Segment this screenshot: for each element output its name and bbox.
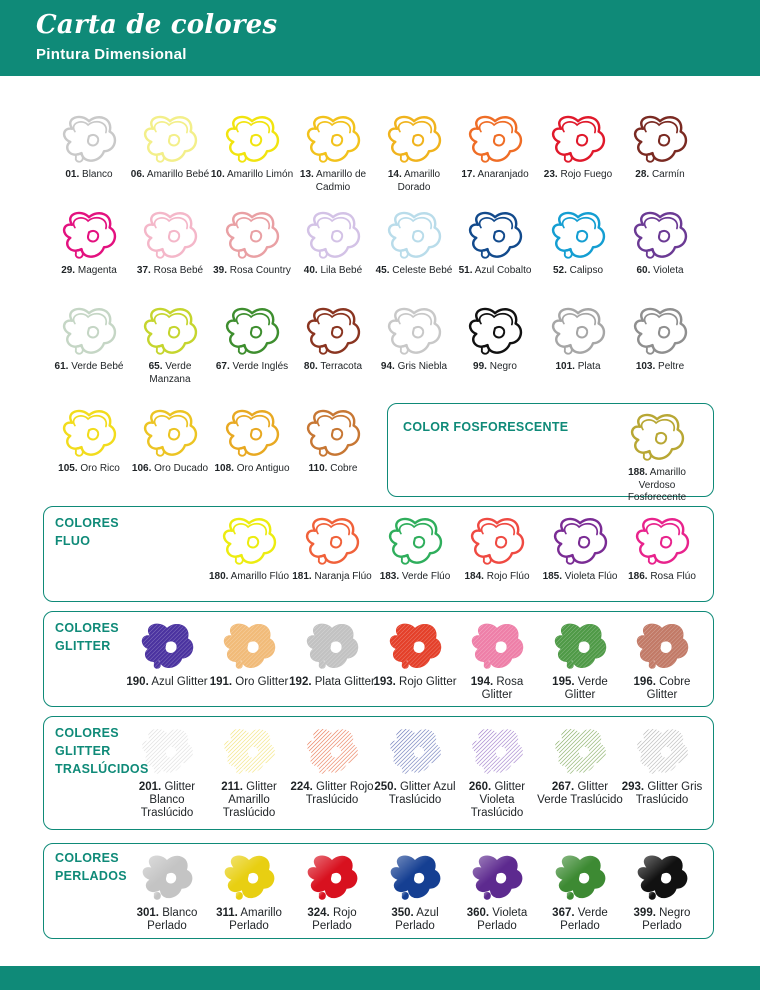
swatch-label	[372, 571, 458, 584]
swatch-name: Azul Glitter	[148, 676, 208, 688]
swatch-label	[124, 907, 210, 933]
swatch-label	[127, 169, 213, 182]
color-swatch	[617, 208, 703, 278]
swatch-shape	[59, 112, 119, 168]
color-swatch	[372, 619, 458, 689]
swatch-label	[290, 361, 376, 374]
swatch-shape	[219, 850, 279, 906]
swatch-number: 105.	[58, 463, 78, 474]
swatch-name: Blanco Perlado	[147, 907, 198, 932]
color-swatch	[209, 406, 295, 476]
color-swatch	[290, 304, 376, 374]
swatch-shape	[465, 208, 525, 264]
swatch-label	[206, 781, 292, 820]
swatch-shape	[140, 112, 200, 168]
color-swatch	[124, 850, 210, 933]
swatch-shape	[550, 619, 610, 675]
swatch-name: Rosa Flúo	[647, 571, 696, 582]
swatch-name: Glitter Violeta Traslúcido	[470, 781, 526, 819]
swatch-name: Glitter Amarillo Traslúcido	[222, 781, 277, 819]
swatch-name: Rojo Fuego	[557, 169, 613, 180]
swatch-shape	[627, 410, 687, 466]
swatch-shape	[137, 724, 197, 780]
swatch-number: 28.	[635, 169, 650, 180]
swatch-name: Rosa Glitter	[481, 676, 524, 701]
swatch-name: Celeste Bebé	[389, 265, 453, 276]
swatch-label	[372, 907, 458, 933]
color-swatch	[127, 208, 213, 278]
swatch-label	[372, 781, 458, 807]
color-swatch	[537, 514, 623, 584]
swatch-label	[617, 265, 703, 278]
swatch-shape	[303, 208, 363, 264]
swatch-shape	[385, 514, 445, 570]
color-swatch	[372, 724, 458, 807]
color-swatch	[614, 410, 700, 505]
swatch-shape	[548, 112, 608, 168]
color-swatch	[535, 208, 621, 278]
color-swatch	[619, 724, 705, 807]
swatch-number: 17.	[461, 169, 476, 180]
swatch-name: Amarillo Perlado	[229, 907, 282, 932]
color-swatch	[452, 208, 538, 278]
color-swatch	[206, 619, 292, 689]
page-title: Carta de colores	[36, 10, 278, 40]
swatch-number: 39.	[213, 265, 227, 276]
swatch-number: 13.	[299, 169, 314, 180]
swatch-number: 01.	[65, 169, 80, 180]
color-swatch	[537, 850, 623, 933]
color-swatch	[535, 304, 621, 374]
swatch-number: 260.	[468, 781, 492, 793]
footer-bar	[0, 966, 760, 990]
swatch-name: Negro Perlado	[642, 907, 691, 932]
swatch-name: Plata Glitter	[311, 676, 375, 688]
swatch-label	[127, 361, 213, 386]
color-swatch	[617, 112, 703, 182]
swatch-number: 196.	[633, 676, 656, 688]
swatch-label	[46, 361, 132, 374]
swatch-shape	[385, 850, 445, 906]
swatch-name: Carmín	[649, 169, 685, 180]
swatch-label	[124, 781, 210, 820]
swatch-shape	[302, 514, 362, 570]
swatch-label	[371, 169, 457, 194]
color-swatch	[290, 112, 376, 194]
swatch-label	[535, 169, 621, 182]
color-swatch	[209, 304, 295, 374]
swatch-shape	[303, 406, 363, 462]
swatch-name: Oro Ducado	[151, 463, 209, 474]
color-swatch	[290, 406, 376, 476]
swatch-shape	[303, 304, 363, 360]
swatch-label	[452, 169, 538, 182]
swatch-shape	[630, 112, 690, 168]
swatch-label	[209, 463, 295, 476]
swatch-name: Lila Bebé	[317, 265, 363, 276]
swatch-name: Verde Inglés	[229, 361, 289, 372]
swatch-shape	[467, 619, 527, 675]
glitter-title: COLORES GLITTER	[55, 621, 119, 653]
swatch-shape	[140, 208, 200, 264]
swatch-label	[209, 169, 295, 182]
swatch-number: 267.	[551, 781, 575, 793]
swatch-label	[452, 361, 538, 374]
color-swatch	[454, 514, 540, 584]
swatch-number: 324.	[307, 907, 330, 919]
color-swatch	[537, 724, 623, 807]
swatch-name: Anaranjado	[475, 169, 529, 180]
color-swatch	[371, 208, 457, 278]
color-swatch	[537, 619, 623, 702]
swatch-number: 29.	[61, 265, 76, 276]
color-swatch	[454, 724, 540, 820]
swatch-label	[454, 907, 540, 933]
swatch-number: 99.	[473, 361, 487, 372]
swatch-shape	[550, 514, 610, 570]
swatch-name: Rojo Flúo	[483, 571, 530, 582]
swatch-number: 201.	[138, 781, 162, 793]
swatch-name: Amarillo Dorado	[397, 169, 441, 193]
swatch-name: Calipso	[566, 265, 604, 276]
swatch-name: Cobre	[327, 463, 358, 474]
swatch-label	[206, 676, 292, 689]
color-swatch	[619, 850, 705, 933]
swatch-shape	[219, 619, 279, 675]
swatch-label	[617, 361, 703, 374]
swatch-label	[289, 907, 375, 933]
swatch-shape	[219, 514, 279, 570]
swatch-label	[46, 169, 132, 182]
swatch-name: Rojo Glitter	[395, 676, 457, 688]
swatch-name: Peltre	[655, 361, 685, 372]
color-swatch	[206, 514, 292, 584]
swatch-number: 301.	[136, 907, 160, 919]
swatch-shape	[632, 724, 692, 780]
color-swatch	[371, 112, 457, 194]
swatch-label	[206, 907, 292, 933]
swatch-label	[371, 265, 457, 278]
swatch-name: Oro Glitter	[232, 676, 289, 688]
color-swatch	[289, 619, 375, 689]
swatch-label	[289, 676, 375, 689]
swatch-name: Blanco	[79, 169, 113, 180]
color-swatch	[372, 514, 458, 584]
color-swatch	[454, 619, 540, 702]
swatch-shape	[219, 724, 279, 780]
swatch-number: 14.	[387, 169, 402, 180]
swatch-name: Verde Bebé	[68, 361, 124, 372]
swatch-shape	[465, 304, 525, 360]
swatch-shape	[385, 619, 445, 675]
perlados-title: COLORES PERLADOS	[55, 851, 127, 883]
swatch-number: 190.	[126, 676, 149, 688]
swatch-label	[46, 463, 132, 476]
color-swatch	[290, 208, 376, 278]
swatch-number: 67.	[215, 361, 230, 372]
swatch-label	[617, 169, 703, 182]
swatch-label	[290, 169, 376, 194]
color-swatch	[206, 850, 292, 933]
page-subtitle: Pintura Dimensional	[36, 46, 187, 63]
swatch-number: 311.	[216, 907, 238, 919]
color-swatch	[127, 406, 213, 476]
swatch-name: Verde Manzana	[149, 361, 192, 385]
swatch-name: Amarillo Limón	[224, 169, 294, 180]
color-swatch	[289, 724, 375, 807]
swatch-number: 106.	[131, 463, 152, 474]
swatch-number: 188.	[628, 467, 648, 478]
swatch-number: 180.	[208, 571, 229, 582]
swatch-number: 184.	[464, 571, 484, 582]
swatch-name: Amarillo de Cadmio	[313, 169, 367, 193]
swatch-label	[371, 361, 457, 374]
swatch-label	[537, 781, 623, 807]
color-swatch	[289, 850, 375, 933]
color-swatch	[206, 724, 292, 820]
swatch-label	[289, 781, 375, 807]
swatch-number: 399.	[633, 907, 656, 919]
swatch-label	[209, 361, 295, 374]
swatch-label	[614, 467, 700, 505]
swatch-label	[619, 676, 705, 702]
swatch-name: Verde Glitter	[564, 676, 608, 701]
swatch-shape	[630, 304, 690, 360]
swatch-shape	[302, 724, 362, 780]
swatch-label	[619, 781, 705, 807]
swatch-label	[535, 361, 621, 374]
swatch-number: 103.	[635, 361, 656, 372]
swatch-name: Verde Perlado	[560, 907, 608, 932]
swatch-name: Amarillo Flúo	[228, 571, 290, 582]
swatch-number: 40.	[303, 265, 318, 276]
swatch-label	[619, 907, 705, 933]
swatch-number: 101.	[555, 361, 575, 372]
swatch-number: 183.	[379, 571, 400, 582]
swatch-shape	[140, 304, 200, 360]
swatch-shape	[302, 850, 362, 906]
color-swatch	[46, 304, 132, 374]
color-swatch	[535, 112, 621, 182]
color-swatch	[124, 724, 210, 820]
color-swatch	[289, 514, 375, 584]
color-swatch	[46, 208, 132, 278]
swatch-number: 06.	[130, 169, 145, 180]
fluo-title: COLORES FLUO	[55, 516, 119, 548]
swatch-shape	[222, 406, 282, 462]
swatch-number: 110.	[308, 463, 328, 474]
swatch-shape	[385, 724, 445, 780]
swatch-name: Glitter Azul Traslúcido	[388, 781, 456, 806]
swatch-number: 195.	[552, 676, 575, 688]
swatch-name: Magenta	[75, 265, 117, 276]
translucidos-title: COLORES GLITTER TRASLÚCIDOS	[55, 726, 149, 776]
swatch-number: 80.	[303, 361, 318, 372]
swatch-shape	[384, 208, 444, 264]
swatch-label	[535, 265, 621, 278]
swatch-number: 94.	[380, 361, 395, 372]
swatch-shape	[59, 304, 119, 360]
swatch-number: 108.	[214, 463, 234, 474]
swatch-number: 193.	[373, 676, 396, 688]
swatch-shape	[384, 304, 444, 360]
swatch-label	[290, 463, 376, 476]
swatch-name: Glitter Blanco Traslúcido	[140, 781, 196, 819]
color-swatch	[452, 304, 538, 374]
swatch-name: Oro Rico	[77, 463, 120, 474]
swatch-number: 45.	[375, 265, 390, 276]
swatch-number: 52.	[552, 265, 567, 276]
swatch-name: Azul Cobalto	[472, 265, 532, 276]
swatch-shape	[137, 850, 197, 906]
color-swatch	[619, 514, 705, 584]
swatch-name: Violeta Perlado	[477, 907, 528, 932]
swatch-shape	[384, 112, 444, 168]
swatch-number: 250.	[374, 781, 397, 793]
swatch-number: 360.	[466, 907, 490, 919]
color-swatch	[371, 304, 457, 374]
swatch-name: Glitter Gris Traslúcido	[635, 781, 703, 806]
color-swatch	[454, 850, 540, 933]
swatch-shape	[59, 406, 119, 462]
swatch-label	[537, 907, 623, 933]
swatch-number: 211.	[221, 781, 243, 793]
swatch-name: Plata	[574, 361, 601, 372]
swatch-name: Naranja Flúo	[311, 571, 372, 582]
swatch-label	[372, 676, 458, 689]
swatch-shape	[302, 619, 362, 675]
swatch-label	[209, 265, 295, 278]
swatch-shape	[632, 619, 692, 675]
color-swatch	[209, 208, 295, 278]
swatch-number: 191.	[209, 676, 233, 688]
color-swatch	[619, 619, 705, 702]
swatch-number: 194.	[470, 676, 494, 688]
color-swatch	[46, 112, 132, 182]
swatch-number: 192.	[289, 676, 312, 688]
swatch-shape	[550, 850, 610, 906]
swatch-name: Amarillo Verdoso Fosforecente	[627, 467, 687, 503]
swatch-number: 37.	[136, 265, 151, 276]
swatch-shape	[548, 304, 608, 360]
swatch-name: Rojo Perlado	[312, 907, 357, 932]
swatch-label	[290, 265, 376, 278]
header-bar	[0, 0, 760, 76]
color-swatch	[452, 112, 538, 182]
swatch-name: Azul Perlado	[395, 907, 439, 932]
swatch-number: 65.	[148, 361, 163, 372]
swatch-label	[127, 463, 213, 476]
swatch-label	[46, 265, 132, 278]
swatch-shape	[467, 724, 527, 780]
swatch-number: 10.	[210, 169, 225, 180]
swatch-shape	[548, 208, 608, 264]
swatch-number: 224.	[290, 781, 313, 793]
swatch-number: 23.	[543, 169, 558, 180]
swatch-shape	[550, 724, 610, 780]
swatch-name: Glitter Verde Traslúcido	[537, 781, 623, 806]
swatch-label	[454, 571, 540, 584]
swatch-shape	[467, 514, 527, 570]
swatch-shape	[632, 850, 692, 906]
swatch-shape	[632, 514, 692, 570]
swatch-number: 293.	[621, 781, 645, 793]
swatch-number: 51.	[458, 265, 473, 276]
color-swatch	[127, 112, 213, 182]
swatch-shape	[59, 208, 119, 264]
swatch-shape	[140, 406, 200, 462]
swatch-number: 350.	[391, 907, 414, 919]
swatch-label	[619, 571, 705, 584]
swatch-number: 181.	[292, 571, 312, 582]
swatch-label	[537, 676, 623, 702]
swatch-name: Oro Antiguo	[233, 463, 290, 474]
swatch-shape	[222, 208, 282, 264]
color-swatch	[127, 304, 213, 386]
swatch-label	[454, 676, 540, 702]
color-swatch	[46, 406, 132, 476]
swatch-name: Amarillo Bebé	[144, 169, 210, 180]
swatch-number: 185.	[542, 571, 563, 582]
swatch-label	[127, 265, 213, 278]
color-swatch	[372, 850, 458, 933]
swatch-label	[452, 265, 538, 278]
swatch-shape	[465, 112, 525, 168]
swatch-label	[454, 781, 540, 820]
swatch-number: 367.	[552, 907, 575, 919]
swatch-shape	[137, 619, 197, 675]
swatch-shape	[467, 850, 527, 906]
swatch-name: Cobre Glitter	[646, 676, 691, 701]
swatch-shape	[222, 304, 282, 360]
swatch-number: 186.	[628, 571, 648, 582]
swatch-shape	[630, 208, 690, 264]
swatch-name: Rosa Bebé	[150, 265, 204, 276]
color-swatch	[209, 112, 295, 182]
swatch-shape	[303, 112, 363, 168]
swatch-name: Negro	[486, 361, 517, 372]
swatch-shape	[222, 112, 282, 168]
swatch-name: Terracota	[317, 361, 363, 372]
swatch-label	[206, 571, 292, 584]
swatch-label	[537, 571, 623, 584]
swatch-name: Gris Niebla	[394, 361, 448, 372]
fosforescente-title: COLOR FOSFORESCENTE	[403, 420, 569, 434]
swatch-name: Violeta	[650, 265, 684, 276]
swatch-name: Verde Flúo	[399, 571, 451, 582]
swatch-name: Rosa Country	[226, 265, 291, 276]
swatch-label	[124, 676, 210, 689]
swatch-name: Violeta Flúo	[562, 571, 618, 582]
swatch-name: Glitter Rojo Traslúcido	[305, 781, 374, 806]
color-swatch	[124, 619, 210, 689]
swatch-number: 60.	[636, 265, 651, 276]
swatch-label	[289, 571, 375, 584]
swatch-number: 61.	[54, 361, 69, 372]
color-swatch	[617, 304, 703, 374]
